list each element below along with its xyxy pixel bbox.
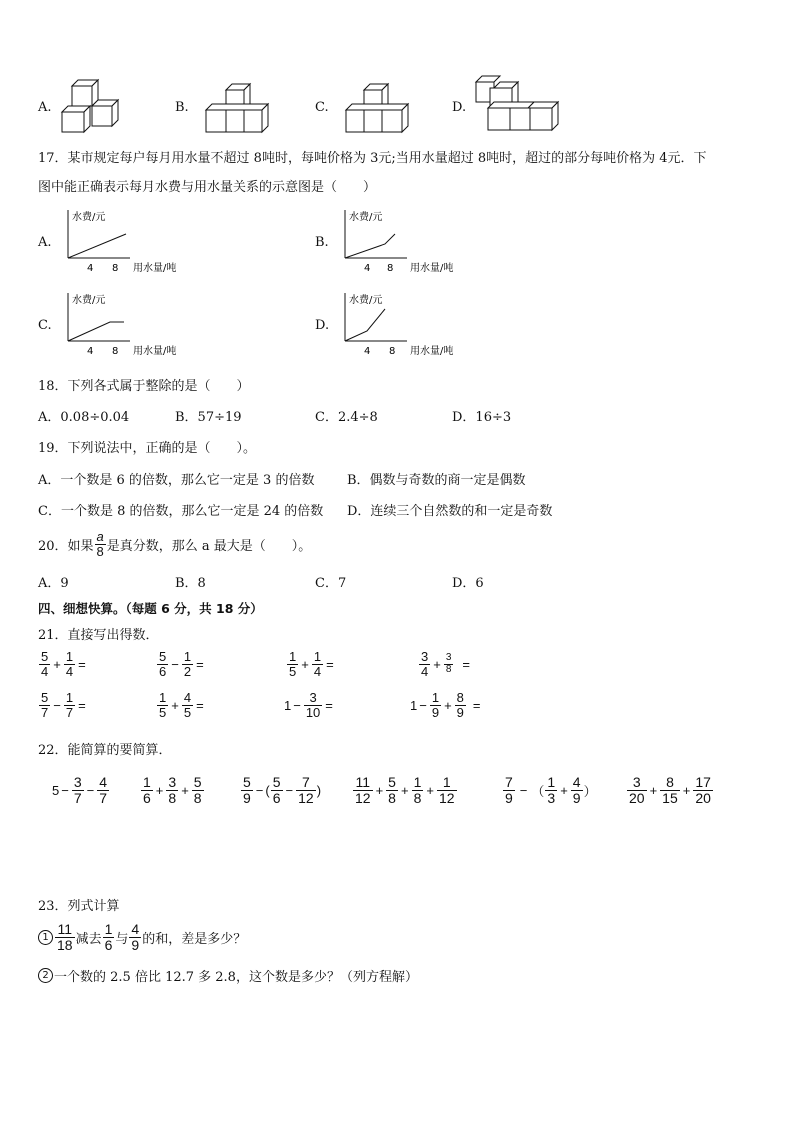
q23-item-2 [38, 966, 418, 985]
q17-option-d-graph[interactable] [337, 289, 467, 359]
num: 1 [183, 649, 192, 664]
q23-item1-text3: 的和，差是多少？ [142, 931, 247, 947]
minus-sign: − [285, 782, 294, 798]
den: 5 [183, 704, 192, 720]
tick-4: 4 [364, 263, 371, 274]
left-paren: （ [531, 783, 545, 799]
q21-expr-2[interactable] [156, 650, 206, 678]
q17-option-d-label[interactable]: D. [315, 318, 330, 333]
den: 9 [131, 936, 140, 953]
den: 7 [41, 704, 49, 720]
tick-8: 8 [389, 346, 396, 357]
den: 9 [572, 789, 581, 806]
den: 20 [695, 789, 711, 806]
q17-text-line2: 图中能正确表示每月水费与用水量关系的示意图是（ ） [38, 180, 377, 195]
equals-sign: = [325, 697, 333, 713]
q21-expr-3[interactable] [286, 650, 336, 678]
equals-sign: = [78, 656, 86, 672]
q16-option-c-figure[interactable] [342, 82, 414, 134]
den: 6 [272, 789, 281, 806]
equals-sign: = [196, 697, 204, 713]
q16-option-a-figure[interactable] [58, 76, 122, 136]
den: 8 [445, 663, 452, 675]
x-axis-label: 用水量/吨 [133, 346, 177, 357]
plus-sign: + [375, 782, 384, 798]
equals-sign: = [78, 697, 86, 713]
plus-sign: + [53, 656, 61, 672]
den: 20 [629, 789, 645, 806]
q21-expr-5[interactable] [38, 691, 88, 719]
den: 15 [662, 789, 678, 806]
plus-sign: + [444, 697, 452, 713]
tick-4: 4 [364, 346, 371, 357]
den: 6 [159, 663, 167, 679]
number-one: 1 [284, 697, 292, 713]
q17-option-c-label[interactable]: C. [38, 318, 52, 333]
plus-sign: + [433, 656, 441, 672]
q19-option-a[interactable]: A．一个数是 6 的倍数，那么它一定是 3 的倍数 [38, 473, 315, 488]
q18-text: 18．下列各式属于整除的是（ ） [38, 379, 250, 394]
right-paren: ） [583, 783, 597, 799]
tick-4: 4 [87, 263, 94, 274]
num: 3 [632, 774, 641, 790]
minus-sign: − [419, 697, 427, 713]
plus-sign: + [181, 782, 189, 798]
den: 9 [456, 704, 464, 720]
num: 1 [547, 774, 556, 790]
tick-8: 8 [112, 346, 119, 357]
den: 7 [99, 789, 108, 806]
minus-sign: − [519, 782, 528, 798]
num: 1 [65, 649, 74, 664]
num: 17 [695, 774, 711, 790]
q19-text: 19．下列说法中，正确的是（ ）。 [38, 441, 257, 456]
den: 8 [168, 789, 177, 806]
num: 1 [442, 774, 451, 790]
num: 5 [41, 690, 49, 705]
q22-expr-6[interactable] [626, 775, 714, 805]
x-axis-label: 用水量/吨 [410, 346, 454, 357]
section-4-title: 四、细想快算。（每题 6 分，共 18 分） [38, 601, 263, 616]
num: 1 [431, 690, 440, 705]
plus-sign: + [171, 697, 179, 713]
num: 3 [421, 649, 429, 664]
q18-option-b[interactable]: B．57÷19 [175, 410, 242, 425]
y-axis-label: 水费/元 [349, 295, 383, 306]
q17-option-b-label[interactable]: B. [315, 235, 329, 250]
plus-sign: + [301, 656, 309, 672]
q17-option-a-graph[interactable] [60, 206, 190, 276]
q17-option-a-label[interactable]: A. [38, 235, 52, 250]
fraction-denominator: 8 [96, 543, 104, 559]
circled-number-2: 2 [38, 968, 53, 983]
num: 5 [272, 774, 281, 790]
q16-option-d-label[interactable]: D. [452, 100, 467, 115]
q16-option-b-label[interactable]: B. [175, 100, 189, 115]
right-paren: ) [316, 782, 322, 798]
y-axis-label: 水费/元 [349, 212, 383, 223]
q23-text: 23．列式计算 [38, 899, 120, 914]
q21-text: 21．直接写出得数． [38, 628, 159, 643]
num: 3 [73, 774, 82, 790]
num: 5 [388, 774, 396, 790]
q16-option-a-label[interactable]: A. [38, 100, 52, 115]
den: 6 [143, 789, 151, 806]
x-axis-label: 用水量/吨 [133, 263, 177, 274]
number-five: 5 [52, 782, 60, 798]
number-one: 1 [410, 697, 418, 713]
den: 5 [289, 663, 297, 679]
num: 4 [99, 774, 108, 790]
den: 9 [243, 789, 251, 806]
q17-option-b-graph[interactable] [337, 206, 467, 276]
q23-item2-text: 一个数的 2.5 倍比 12.7 多 2.8，这个数是多少？（列方程解） [54, 970, 418, 985]
plus-sign: + [649, 782, 658, 798]
tick-4: 4 [87, 346, 94, 357]
tick-8: 8 [387, 263, 394, 274]
den: 7 [65, 704, 74, 720]
num: 11 [355, 774, 371, 790]
q21-expr-6[interactable] [156, 691, 206, 719]
fraction-numerator: a [96, 529, 104, 544]
den: 2 [183, 663, 192, 679]
num: 8 [456, 690, 464, 705]
q21-expr-7[interactable] [284, 691, 335, 719]
q22-expr-5[interactable] [502, 775, 597, 805]
q16-option-c-label[interactable]: C. [315, 100, 329, 115]
num: 5 [159, 649, 167, 664]
equals-sign: = [472, 697, 481, 713]
q19-option-d[interactable]: D．连续三个自然数的和一定是奇数 [347, 504, 553, 519]
q17-option-c-graph[interactable] [60, 289, 190, 359]
q17-text-line1: 17．某市规定每户每月用水量不超过 8吨时，每吨价格为 3元;当用水量超过 8吨时，超过的部分每吨价格为 4元．下 [38, 151, 707, 166]
equals-sign: = [196, 656, 204, 672]
q21-expr-1[interactable] [38, 650, 88, 678]
q20-suffix: 是真分数，那么 a 最大是（ ）。 [106, 538, 312, 554]
num: 8 [666, 774, 674, 790]
q16-option-d-figure[interactable] [474, 74, 570, 136]
q22-expr-1[interactable] [52, 775, 110, 805]
den: 9 [431, 704, 440, 720]
q20-option-a[interactable]: A．9 [38, 576, 69, 591]
q20-option-c[interactable]: C．7 [315, 576, 347, 591]
q18-option-c[interactable]: C．2.4÷8 [315, 410, 378, 425]
den: 4 [65, 663, 74, 679]
x-axis-label: 用水量/吨 [410, 263, 454, 274]
num: 1 [143, 774, 151, 790]
num: 3 [445, 652, 452, 664]
q22-text: 22．能简算的要简算． [38, 743, 172, 758]
num: 4 [131, 921, 140, 937]
den: 3 [547, 789, 556, 806]
num: 5 [243, 774, 251, 790]
den: 12 [438, 789, 455, 806]
equals-sign: = [462, 656, 470, 672]
plus-sign: + [560, 782, 568, 798]
y-axis-label: 水费/元 [72, 212, 106, 223]
q19-option-b[interactable]: B．偶数与奇数的商一定是偶数 [347, 473, 526, 488]
q20-prefix: 20．如果 [38, 538, 94, 554]
den: 4 [313, 663, 322, 679]
den: 7 [73, 789, 82, 806]
den: 9 [505, 789, 513, 806]
q22-expr-2[interactable] [140, 775, 205, 805]
num: 4 [183, 690, 192, 705]
num: 3 [309, 690, 317, 705]
q23-item1-text1: 减去 [75, 931, 102, 947]
minus-sign: − [171, 656, 179, 672]
num: 7 [302, 774, 310, 790]
plus-sign: + [682, 782, 691, 798]
q18-option-d[interactable]: D．16÷3 [452, 410, 512, 425]
plus-sign: + [155, 782, 164, 798]
num: 1 [289, 649, 297, 664]
den: 8 [413, 789, 422, 806]
q23-item1-text2: 与 [115, 931, 129, 947]
q22-expr-3[interactable] [240, 775, 321, 805]
minus-sign: − [61, 782, 69, 798]
den: 5 [159, 704, 167, 720]
den: 18 [57, 936, 73, 953]
tick-8: 8 [112, 263, 119, 274]
q21-expr-4[interactable] [418, 650, 472, 678]
plus-sign: + [400, 782, 409, 798]
q20-fraction [95, 530, 106, 558]
num: 11 [57, 921, 73, 937]
q18-option-a[interactable]: A．0.08÷0.04 [38, 410, 130, 425]
num: 5 [193, 774, 202, 790]
q20-option-d[interactable]: D．6 [452, 576, 484, 591]
num: 4 [572, 774, 581, 790]
left-paren: ( [265, 782, 270, 798]
den: 10 [305, 704, 321, 720]
den: 6 [104, 936, 113, 953]
den: 4 [421, 663, 429, 679]
den: 4 [41, 663, 49, 679]
q22-expr-4[interactable] [352, 775, 458, 805]
q20-option-b[interactable]: B．8 [175, 576, 206, 591]
num: 7 [505, 774, 513, 790]
minus-sign: − [293, 697, 301, 713]
equals-sign: = [326, 656, 334, 672]
num: 1 [159, 690, 167, 705]
q20-text [38, 530, 311, 558]
den: 8 [388, 789, 396, 806]
q21-expr-8[interactable] [410, 691, 482, 719]
den: 12 [355, 789, 371, 806]
num: 1 [313, 649, 322, 664]
den: 12 [298, 789, 314, 806]
y-axis-label: 水费/元 [72, 295, 106, 306]
num: 5 [41, 649, 49, 664]
num: 3 [168, 774, 177, 790]
minus-sign: − [255, 782, 264, 798]
circled-number-1: 1 [38, 930, 53, 945]
den: 8 [193, 789, 202, 806]
minus-sign: − [53, 697, 61, 713]
minus-sign: − [86, 782, 95, 798]
q19-option-c[interactable]: C．一个数是 8 的倍数，那么它一定是 24 的倍数 [38, 504, 324, 519]
num: 1 [65, 690, 74, 705]
num: 1 [413, 774, 422, 790]
q16-option-b-figure[interactable] [202, 82, 274, 134]
num: 1 [104, 921, 113, 937]
plus-sign: + [426, 782, 434, 798]
q23-item-1 [38, 922, 246, 952]
